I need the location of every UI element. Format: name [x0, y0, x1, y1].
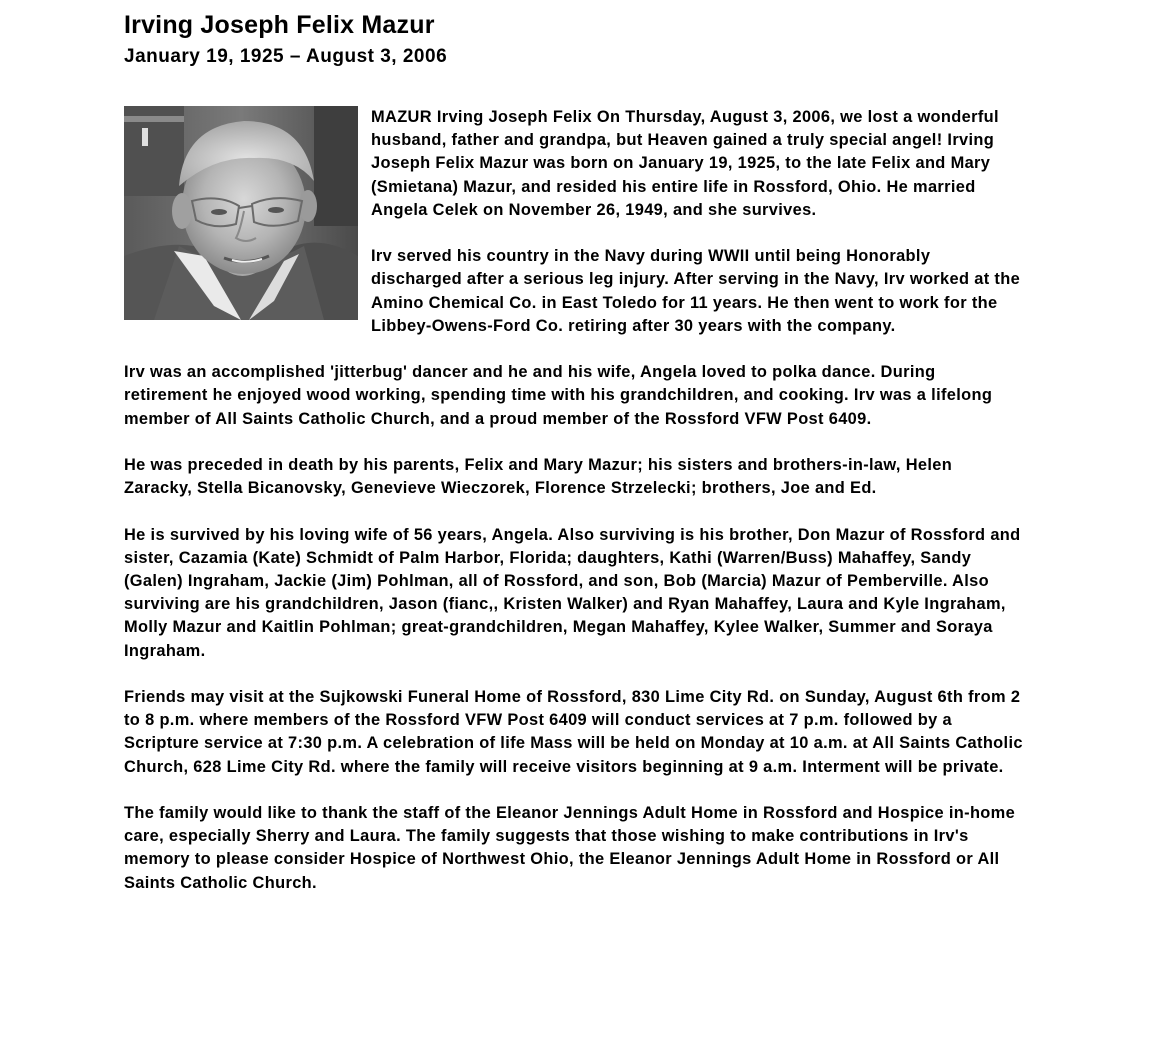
obituary-paragraph-hobbies: Irv was an accomplished 'jitterbug' dancer and he and his wife, Angela loved to polka dance. During retirement he enjoyed wood working, spending time with his grandchildren, and cooking. Irv was a lifelong member of All Saints Catholic Church, and a proud member of the Rossford VFW Post 6409. — [124, 363, 993, 428]
obituary-paragraph-services: Friends may visit at the Sujkowski Funeral Home of Rossford, 830 Lime City Rd. on Sunday, August 6th from 2 to 8 p.m. where members of the Rossford VFW Post 6409 will conduct services at 7 p.m. followed by a Scripture service at 7:30 p.m. A celebration of life Mass will be held on Monday at 10 a.m. at All Saints Catholic Church, 628 Lime City Rd. where the family will receive visitors beginning at 9 a.m. Interment will be private. — [124, 688, 1023, 776]
obituary-body — [124, 106, 1024, 895]
obituary-name-title: Irving Joseph Felix Mazur — [124, 11, 435, 39]
obituary-paragraph-thanks: The family would like to thank the staff of the Eleanor Jennings Adult Home in Rossford and Hospice in-home care, especially Sherry and Laura. The family suggests that those wishing to make contributions in Irv's memory to please consider Hospice of Northwest Ohio, the Eleanor Jennings Adult Home in Rossford or All Saints Catholic Church. — [124, 804, 1016, 892]
obituary-paragraph-survivors: He is survived by his loving wife of 56 years, Angela. Also surviving is his brother, Don Mazur of Rossford and sister, Cazamia (Kate) Schmidt of Palm Harbor, Florida; daughters, Kathi (Warren/Buss) Mahaffey, Sandy (Galen) Ingraham, Jackie (Jim) Pohlman, all of Rossford, and son, Bob (Marcia) Mazur of Pemberville. Also surviving are his grandchildren, Jason (fianc,, Kristen Walker) and Ryan Mahaffey, Laura and Kyle Ingraham, Molly Mazur and Kaitlin Pohlman; great-grandchildren, Megan Mahaffey, Kylee Walker, Summer and Soraya Ingraham. — [124, 525, 1021, 660]
obituary-paragraph-preceded: He was preceded in death by his parents, Felix and Mary Mazur; his sisters and brothers-in-law, Helen Zaracky, Stella Bicanovsky, Genevieve Wieczorek, Florence Strzelecki; brothers, Joe and Ed. — [124, 456, 953, 498]
obituary-paragraph-career: Irv served his country in the Navy during WWII until being Honorably discharged after a serious leg injury. After serving in the Navy, Irv worked at the Amino Chemical Co. in East Toledo for 11 years. He then went to work for the Libbey-Owens-Ford Co. retiring after 30 years with the company. — [371, 247, 1021, 335]
life-dates: January 19, 1925 – August 3, 2006 — [124, 46, 448, 67]
portrait-photo — [124, 106, 358, 320]
portrait-image — [124, 106, 358, 320]
obituary-paragraph-intro: MAZUR Irving Joseph Felix On Thursday, August 3, 2006, we lost a wonderful husband, father and grandpa, but Heaven gained a truly special angel! Irving Joseph Felix Mazur was born on January 19, 1925, to the late Felix and Mary (Smietana) Mazur, and resided his entire life in Rossford, Ohio. He married Angela Celek on November 26, 1949, and she survives. — [371, 108, 999, 219]
obituary-page — [124, 8, 1024, 918]
